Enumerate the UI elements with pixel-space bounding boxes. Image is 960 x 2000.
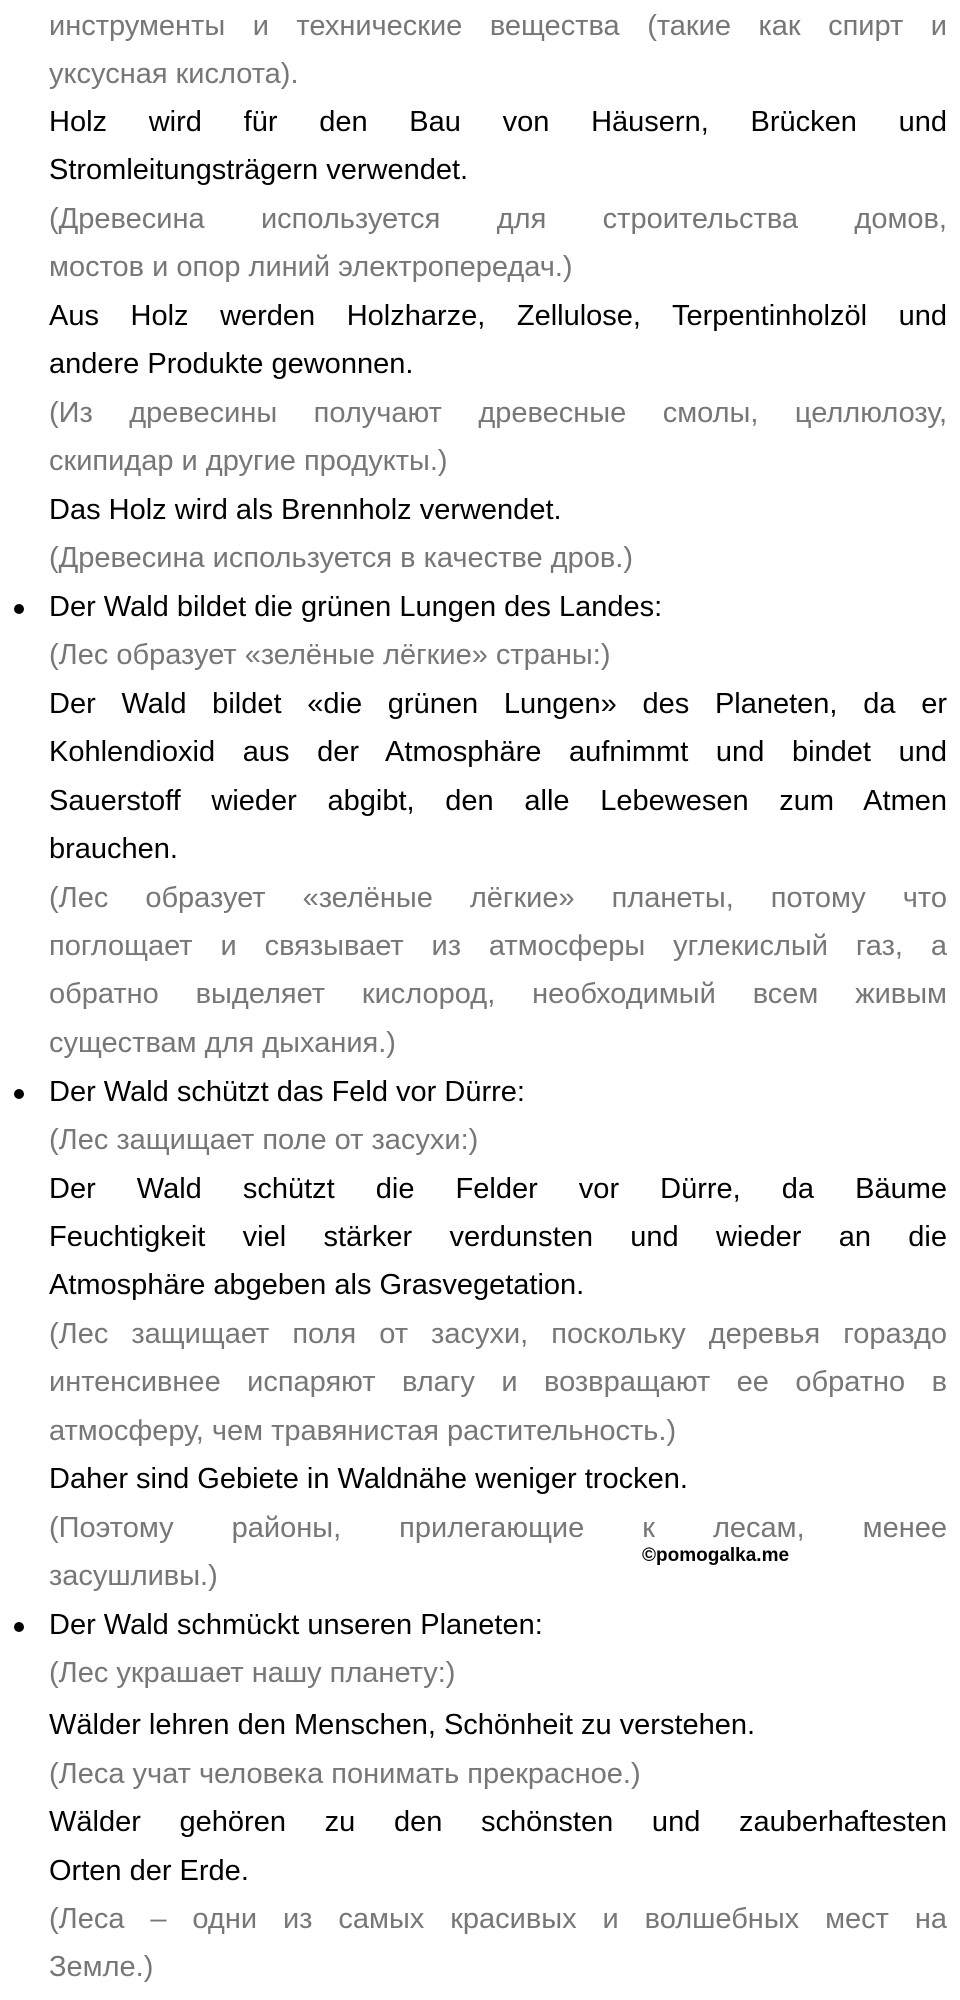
russian-translation-line: (Древесина используется в качестве дров.) [49, 542, 633, 574]
russian-translation-line: (Лес защищает поле от засухи:) [49, 1124, 479, 1156]
german-text-line: Der Wald schützt das Feld vor Dürre: [49, 1076, 525, 1108]
german-text-line: andere Produkte gewonnen. [49, 348, 414, 380]
russian-translation-line: существам для дыхания.) [49, 1027, 396, 1059]
russian-translation-line: (Леса учат человека понимать прекрасное.) [49, 1758, 641, 1790]
german-text-line: Aus Holz werden Holzharze, Zellulose, Terpentinholzöl und [49, 300, 947, 332]
german-text-line: Stromleitungsträgern verwendet. [49, 154, 469, 186]
german-text-line: Der Wald schmückt unseren Planeten: [49, 1609, 543, 1641]
german-text-line: Orten der Erde. [49, 1855, 249, 1887]
russian-translation-line: (Лес защищает поля от засухи, поскольку деревья гораздо [49, 1318, 947, 1350]
german-text-line: Feuchtigkeit viel stärker verdunsten und wieder an die [49, 1221, 947, 1253]
german-text-line: Der Wald bildet «die grünen Lungen» des Planeten, da er [49, 688, 947, 720]
german-text-line: brauchen. [49, 833, 178, 865]
german-text-line: Daher sind Gebiete in Waldnähe weniger trocken. [49, 1463, 688, 1495]
russian-translation-line: мостов и опор линий электропередач.) [49, 251, 573, 283]
russian-translation-line: засушливы.) [49, 1560, 218, 1592]
german-text-line: Kohlendioxid aus der Atmosphäre aufnimmt und bindet und [49, 736, 947, 768]
bullet-icon [14, 604, 24, 614]
german-text-line: Der Wald bildet die grünen Lungen des Landes: [49, 591, 663, 623]
russian-translation-line: инструменты и технические вещества (такие как спирт и [49, 10, 947, 42]
bullet-icon [14, 1622, 24, 1632]
german-text-line: Atmosphäre abgeben als Grasvegetation. [49, 1269, 585, 1301]
german-text-line: Sauerstoff wieder abgibt, den alle Lebewesen zum Atmen [49, 785, 947, 817]
german-text-line: Wälder gehören zu den schönsten und zauberhaftesten [49, 1806, 947, 1838]
russian-translation-line: обратно выделяет кислород, необходимый всем живым [49, 978, 947, 1010]
russian-translation-line: Земле.) [49, 1951, 154, 1983]
german-text-line: Holz wird für den Bau von Häusern, Brücken und [49, 106, 947, 138]
watermark: ©pomogalka.me [642, 1545, 790, 1566]
russian-translation-line: (Лес образует «зелёные лёгкие» страны:) [49, 639, 611, 671]
russian-translation-line: (Леса – одни из самых красивых и волшебных мест на [49, 1903, 947, 1935]
russian-translation-line: поглощает и связывает из атмосферы углекислый газ, а [49, 930, 947, 962]
bullet-icon [14, 1089, 24, 1099]
russian-translation-line: (Лес украшает нашу планету:) [49, 1657, 456, 1689]
german-text-line: Wälder lehren den Menschen, Schönheit zu verstehen. [49, 1709, 756, 1741]
russian-translation-line: интенсивнее испаряют влагу и возвращают ее обратно в [49, 1366, 947, 1398]
russian-translation-line: уксусная кислота). [49, 58, 299, 90]
german-text-line: Das Holz wird als Brennholz verwendet. [49, 494, 562, 526]
german-text-line: Der Wald schützt die Felder vor Dürre, da Bäume [49, 1173, 947, 1205]
russian-translation-line: атмосферу, чем травянистая растительность.) [49, 1415, 677, 1447]
russian-translation-line: (Из древесины получают древесные смолы, целлюлозу, [49, 397, 947, 429]
russian-translation-line: (Поэтому районы, прилегающие к лесам, менее [49, 1512, 947, 1544]
russian-translation-line: (Лес образует «зелёные лёгкие» планеты, потому что [49, 882, 947, 914]
russian-translation-line: скипидар и другие продукты.) [49, 445, 448, 477]
russian-translation-line: (Древесина используется для строительства домов, [49, 203, 947, 235]
